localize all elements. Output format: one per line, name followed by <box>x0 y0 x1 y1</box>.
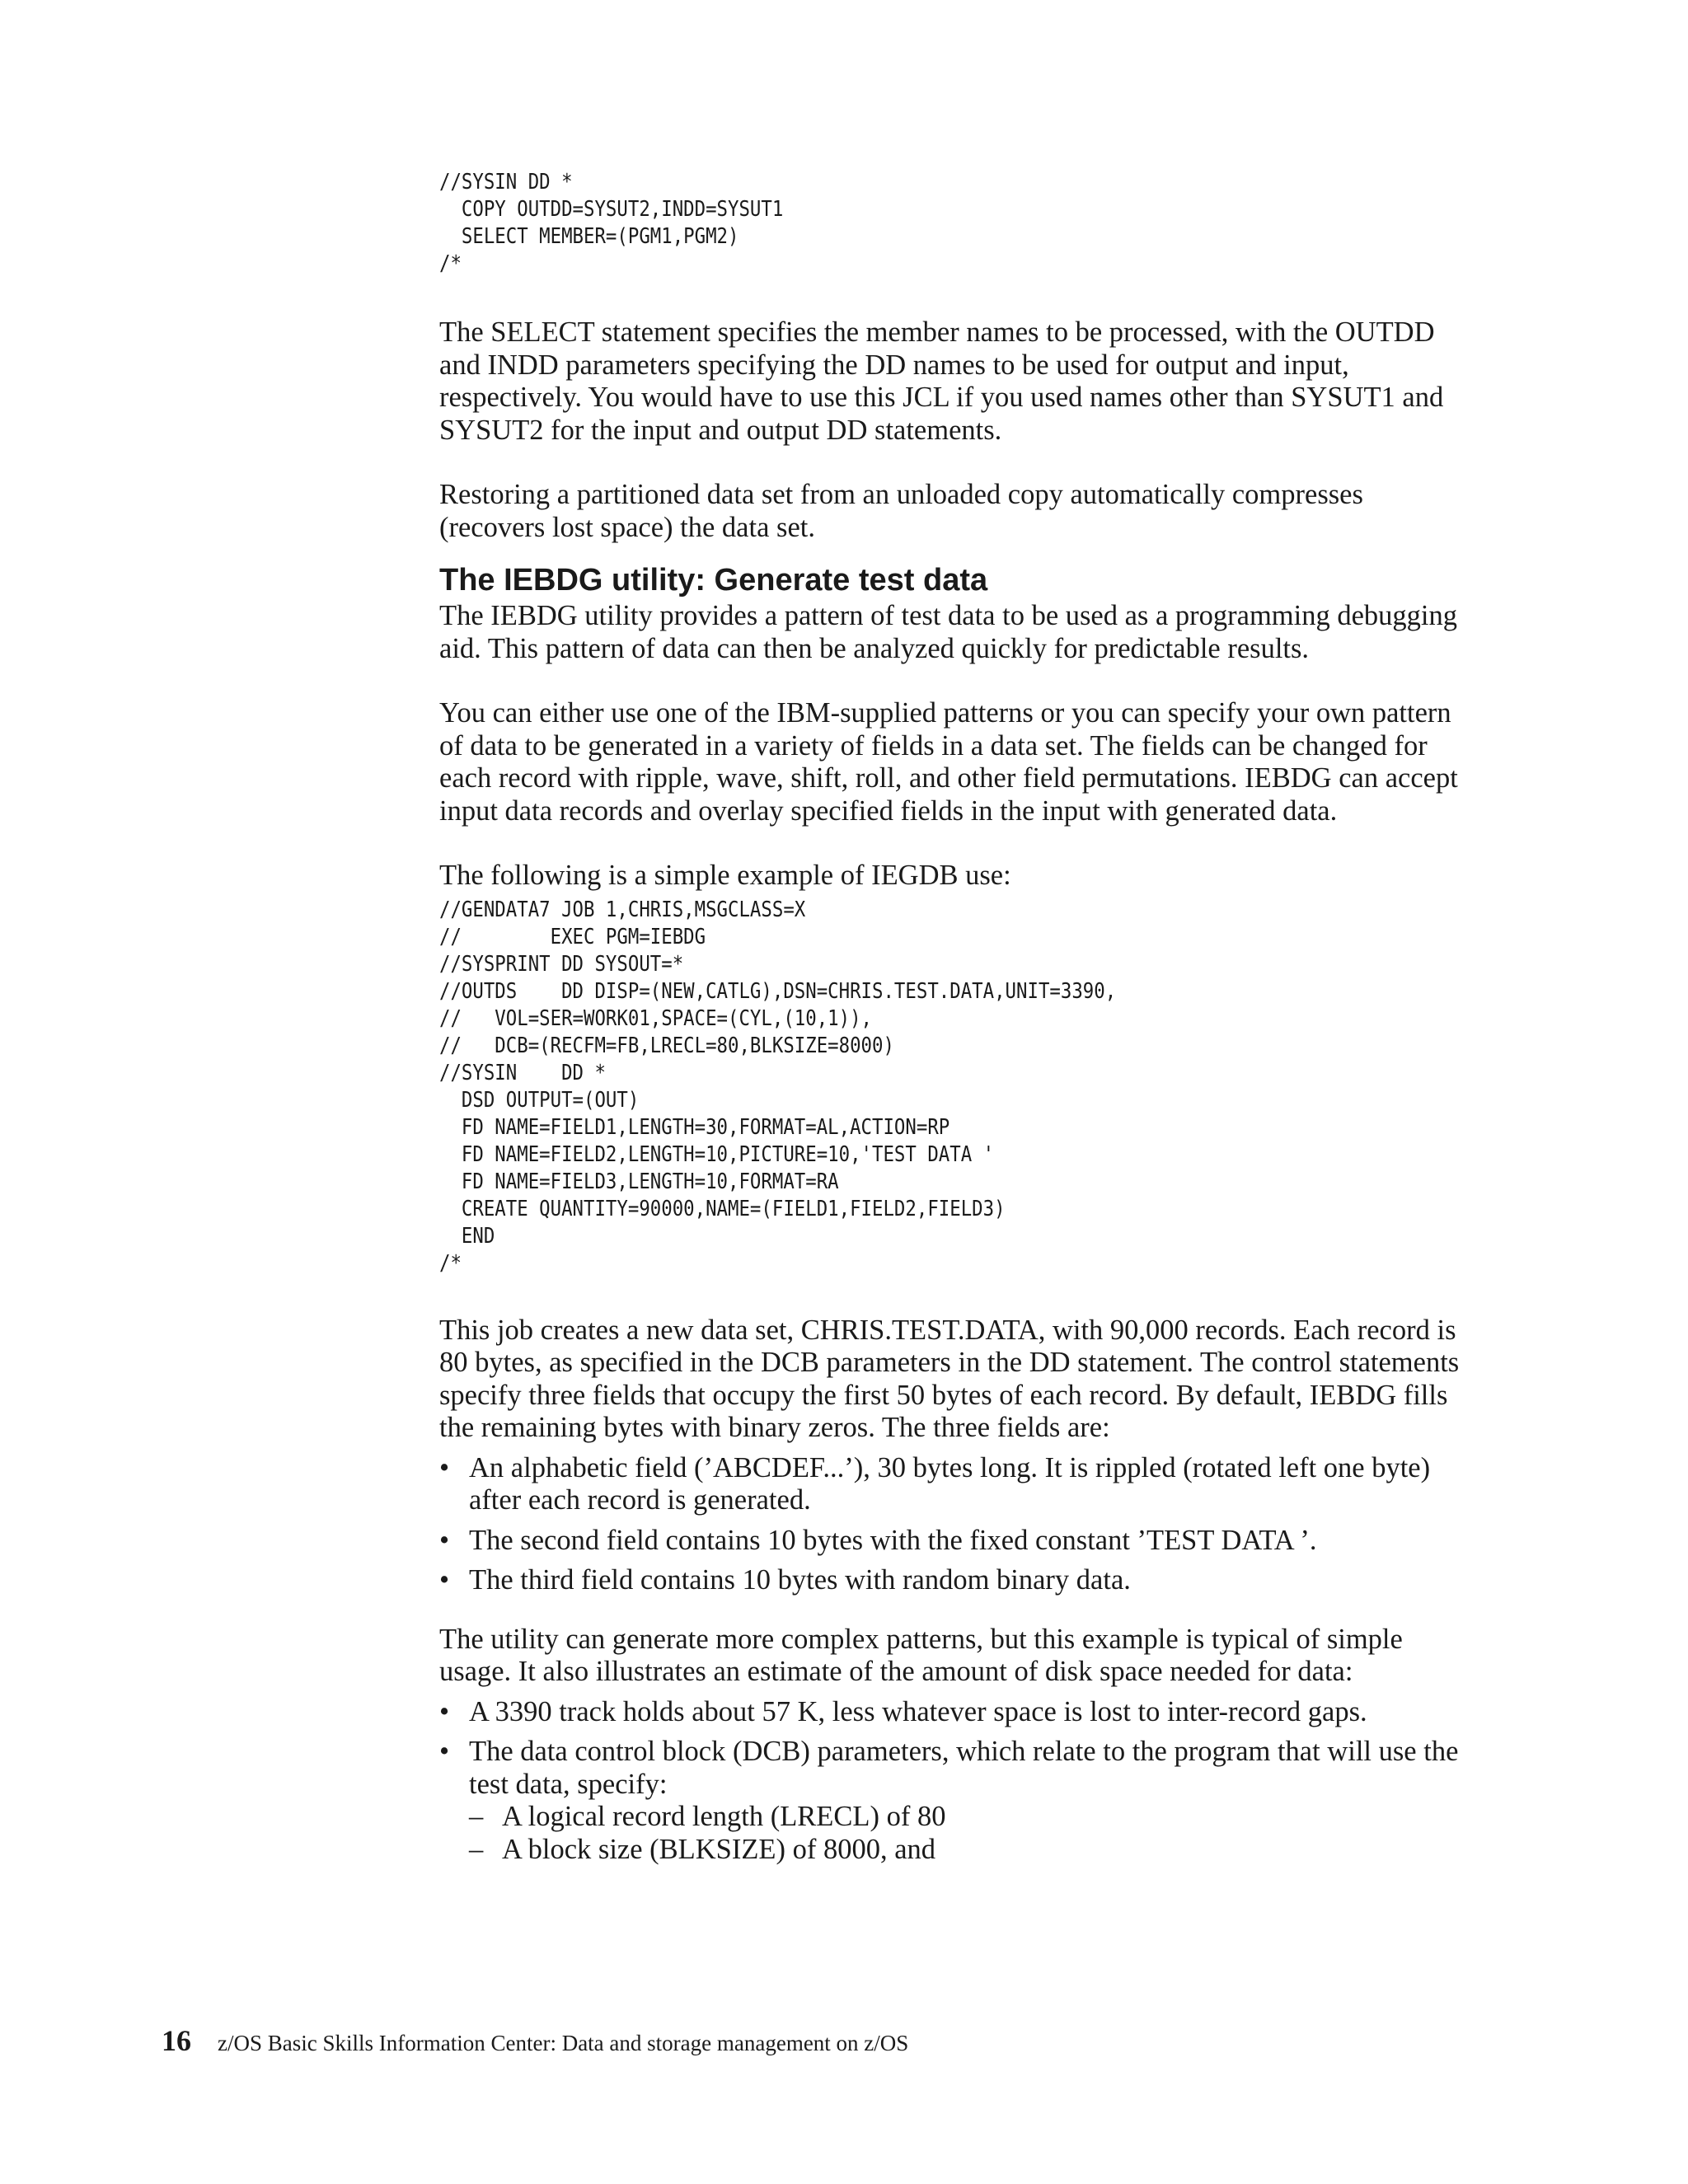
bullet-marker: • <box>439 1564 450 1596</box>
page-footer <box>162 2023 908 2058</box>
dash-marker: – <box>469 1833 484 1865</box>
footer-title: z/OS Basic Skills Information Center: Data and storage management on z/OS <box>218 2031 909 2055</box>
bullet-marker: • <box>439 1695 450 1727</box>
code-block-sysin-copy: //SYSIN DD * COPY OUTDD=SYSUT2,INDD=SYSUT1 SELECT MEMBER=(PGM1,PGM2) /* <box>439 170 784 276</box>
list-item-text: The third field contains 10 bytes with random binary data. <box>469 1564 1131 1596</box>
list-item <box>439 1525 1474 1558</box>
sublist-item-text: A block size (BLKSIZE) of 8000, and <box>502 1833 936 1865</box>
list-item <box>439 1736 1474 1866</box>
dcb-sublist <box>469 1801 1474 1866</box>
sublist-item <box>469 1801 1474 1834</box>
sublist-item <box>469 1834 1474 1867</box>
bullet-marker: • <box>439 1451 450 1483</box>
paragraph-iebdg-intro: The IEBDG utility provides a pattern of test data to be used as a programming debugging aid. This pattern of data can then be analyzed quickly for predictable results. <box>439 600 1457 664</box>
page-number: 16 <box>162 2024 191 2057</box>
dash-marker: – <box>469 1801 484 1832</box>
list-item-text: A 3390 track holds about 57 K, less whatever space is lost to inter-record gaps. <box>469 1695 1367 1727</box>
list-item <box>439 1696 1474 1729</box>
fields-list <box>439 1452 1474 1597</box>
page-content <box>439 169 1474 1873</box>
space-estimate-list <box>439 1696 1474 1867</box>
bullet-marker: • <box>439 1736 450 1767</box>
paragraph-job-description: This job creates a new data set, CHRIS.TEST.DATA, with 90,000 records. Each record is 80 bytes, as specified in the DCB parameters in the DD statement. The control statements specify three fields that occupy the first 50 bytes of each record. By default, IEBDG fills the remaining bytes with binary zeros. The three fields are: <box>439 1314 1460 1443</box>
list-item-text: The second field contains 10 bytes with the fixed constant ’TEST DATA ’. <box>469 1524 1317 1556</box>
list-item <box>439 1564 1474 1597</box>
sublist-item-text: A logical record length (LRECL) of 80 <box>502 1801 946 1832</box>
list-item-text: The data control block (DCB) parameters, which relate to the program that will use the test data, specify: <box>469 1736 1459 1800</box>
paragraph-restore: Restoring a partitioned data set from an unloaded copy automatically compresses (recovers lost space) the data set. <box>439 479 1363 543</box>
paragraph-complex-patterns: The utility can generate more complex patterns, but this example is typical of simple usage. It also illustrates an estimate of the amount of disk space needed for data: <box>439 1623 1403 1687</box>
paragraph-example-intro: The following is a simple example of IEGDB use: <box>439 860 1011 891</box>
list-item <box>439 1452 1474 1517</box>
paragraph-select-statement: The SELECT statement specifies the member names to be processed, with the OUTDD and INDD parameters specifying the DD names to be used for output and input, respectively. You would have to use this JCL if you used names other than SYSUT1 and SYSUT2 for the input and output DD statements. <box>439 316 1444 446</box>
code-block-iebdg-job: //GENDATA7 JOB 1,CHRIS,MSGCLASS=X // EXEC PGM=IEBDG //SYSPRINT DD SYSOUT=* //OUTDS DD DISP=(NEW,CATLG),DSN=CHRIS.TEST.DATA,UNIT=3390, // VOL=SER=WORK01,SPACE=(CYL,(10,1)), // DCB=(RECFM=FB,LRECL=80,BLKSIZE=8000) //SYSIN DD * DSD OUTPUT=(OUT) FD NAME=FIELD1,LENGTH=30,FORMAT=AL,ACTION=RP FD NAME=FIELD2,LENGTH=10,PICTURE=10,'TEST DATA ' FD NAME=FIELD3,LENGTH=10,FORMAT=RA CREATE QUANTITY=90000,NAME=(FIELD1,FIELD2,FIELD3) END /* <box>439 897 1117 1276</box>
paragraph-iebdg-patterns: You can either use one of the IBM-supplied patterns or you can specify your own pattern of data to be generated in a variety of fields in a data set. The fields can be changed for each record with ripple, wave, shift, roll, and other field permutations. IEBDG can accept input data records and overlay specified fields in the input with generated data. <box>439 697 1458 827</box>
list-item-text: An alphabetic field (’ABCDEF...’), 30 bytes long. It is rippled (rotated left one byte) after each record is generated. <box>469 1451 1431 1516</box>
section-heading-iebdg: The IEBDG utility: Generate test data <box>439 563 988 598</box>
bullet-marker: • <box>439 1524 450 1556</box>
